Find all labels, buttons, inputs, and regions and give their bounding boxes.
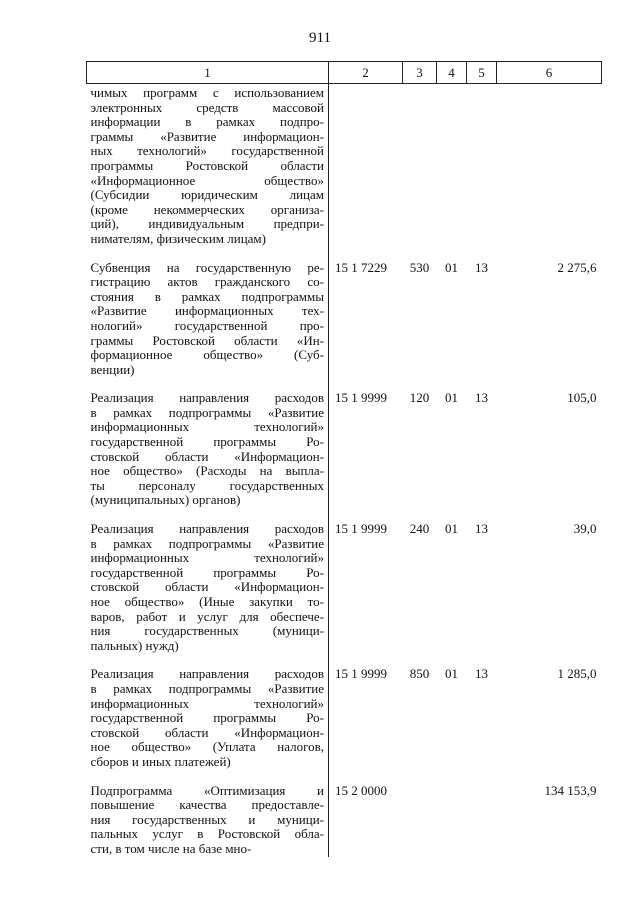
header-col-6: 6 (497, 62, 602, 84)
description-line: Подпрограмма «Оптимизация и (90, 782, 324, 798)
description-line: государственной программы Ро- (90, 710, 324, 726)
spacer-cell (403, 653, 437, 665)
spacer-cell (497, 377, 602, 389)
description-line: государственной программы Ро- (90, 564, 324, 580)
description-line: информационных технологий» (90, 550, 324, 566)
spacer-cell (437, 653, 467, 665)
spacer-cell (497, 247, 602, 259)
spacer-cell (467, 377, 497, 389)
description-line: формационное общество» (Суб- (90, 347, 324, 363)
row-expense-type: 240 (409, 521, 430, 537)
row-subsection (467, 782, 497, 857)
row-section: 01 (445, 521, 458, 537)
description-line: стовской области «Информацион- (90, 579, 324, 595)
description-line: программы Ростовской области (90, 157, 324, 173)
header-col-1: 1 (87, 62, 329, 84)
spacer-cell (329, 770, 403, 782)
description-line: Реализация направления расходов (90, 390, 324, 406)
description-line: чимых программ с использованием (90, 85, 324, 100)
header-col-5: 5 (467, 62, 497, 84)
spacer-cell (403, 377, 437, 389)
description-line: ты персоналу государственных (90, 477, 324, 493)
spacer-cell (497, 770, 602, 782)
description-line: стояния в рамках подпрограммы (90, 288, 324, 304)
spacer-cell (87, 377, 329, 389)
spacer-cell (437, 377, 467, 389)
description-line: сборов и иных платежей) (90, 753, 231, 769)
row-spacer (87, 247, 602, 259)
header-col-4: 4 (437, 62, 467, 84)
description-line: варов, работ и услуг для обеспече- (90, 608, 324, 624)
table-header-row (87, 62, 602, 84)
row-spacer (87, 377, 602, 389)
description-line: «Информационное общество» (90, 172, 324, 188)
table-row (87, 665, 602, 769)
row-subsection: 13 (475, 666, 488, 682)
spacer-cell (437, 770, 467, 782)
description-line: электронных средств массовой (90, 99, 324, 115)
row-expense-type (403, 782, 437, 857)
spacer-cell (403, 247, 437, 259)
row-amount: 134 153,9 (544, 782, 597, 798)
description-line: пальных услуг в Ростовской обла- (90, 826, 324, 842)
row-amount: 105,0 (567, 390, 597, 406)
row-expense-type: 850 (409, 666, 430, 682)
description-line: (муниципальных) органов) (90, 492, 241, 508)
spacer-cell (467, 247, 497, 259)
row-description (87, 665, 329, 769)
description-line: ния государственных и муници- (90, 811, 324, 827)
description-line: венции) (90, 361, 135, 377)
row-code: 15 2 0000 (335, 782, 387, 798)
spacer-cell (329, 508, 403, 520)
spacer-cell (497, 653, 602, 665)
description-line: стовской области «Информацион- (90, 724, 324, 740)
row-code (329, 84, 403, 247)
description-line: ное общество» (Иные закупки то- (90, 594, 324, 609)
row-code: 15 1 9999 (335, 390, 387, 406)
description-line: гистрацию актов гражданского со- (90, 274, 324, 290)
row-amount: 1 285,0 (557, 666, 597, 682)
spacer-cell (329, 653, 403, 665)
description-line: «Развитие информационных тех- (90, 303, 324, 319)
description-line: в рамках подпрограммы «Развитие (90, 535, 324, 551)
description-line: граммы «Развитие информацион- (90, 128, 324, 144)
page-number: 911 (309, 30, 331, 46)
description-line: нимателям, физическим лицам) (90, 230, 266, 246)
row-amount: 2 275,6 (557, 259, 597, 275)
row-section (437, 84, 467, 247)
spacer-cell (497, 508, 602, 520)
spacer-cell (437, 508, 467, 520)
description-line: ное общество» (Уплата налогов, (90, 739, 324, 755)
description-line: пальных) нужд) (90, 637, 179, 653)
spacer-cell (467, 653, 497, 665)
spacer-cell (403, 770, 437, 782)
row-spacer (87, 653, 602, 665)
row-subsection: 13 (475, 259, 488, 275)
spacer-cell (87, 247, 329, 259)
row-subsection (467, 84, 497, 247)
table-row (87, 84, 602, 247)
budget-table (86, 61, 602, 857)
description-line: информационных технологий» (90, 695, 324, 711)
description-line: Реализация направления расходов (90, 666, 324, 682)
row-code: 15 1 9999 (335, 521, 387, 537)
row-description (87, 389, 329, 508)
table-row (87, 520, 602, 653)
description-line: (Субсидии юридическим лицам (90, 187, 324, 203)
row-spacer (87, 770, 602, 782)
spacer-cell (403, 508, 437, 520)
row-code: 15 1 9999 (335, 666, 387, 682)
description-line: ных технологий» государственной (90, 143, 324, 159)
row-subsection: 13 (475, 390, 488, 406)
description-line: ния государственных (муници- (90, 623, 324, 639)
spacer-cell (87, 653, 329, 665)
spacer-cell (437, 247, 467, 259)
row-section: 01 (445, 390, 458, 406)
table-row (87, 389, 602, 508)
row-section: 01 (445, 666, 458, 682)
description-line: государственной программы Ро- (90, 434, 324, 450)
description-line: Субвенция на государственную ре- (90, 259, 324, 275)
description-line: информационных технологий» (90, 419, 324, 435)
description-line: в рамках подпрограммы «Развитие (90, 680, 324, 696)
description-line: (кроме некоммерческих организа- (90, 201, 324, 217)
description-line: граммы Ростовской области «Ин- (90, 332, 324, 348)
description-line: в рамках подпрограммы «Развитие (90, 404, 324, 420)
description-line: информации в рамках подпро- (90, 114, 324, 130)
description-line: стовской области «Информацион- (90, 448, 324, 464)
spacer-cell (467, 770, 497, 782)
row-spacer (87, 508, 602, 520)
description-line: повышение качества предоставле- (90, 797, 324, 813)
spacer-cell (87, 508, 329, 520)
spacer-cell (87, 770, 329, 782)
row-amount: 39,0 (573, 521, 597, 537)
header-col-3: 3 (403, 62, 437, 84)
row-amount (497, 84, 602, 247)
row-section (437, 782, 467, 857)
table-row (87, 259, 602, 378)
row-expense-type: 530 (409, 259, 430, 275)
row-description (87, 520, 329, 653)
spacer-cell (467, 508, 497, 520)
description-line: нологий» государственной про- (90, 317, 324, 333)
description-line: сти, в том числе на базе мно- (90, 840, 252, 856)
row-description (87, 259, 329, 378)
row-section: 01 (445, 259, 458, 275)
row-subsection: 13 (475, 521, 488, 537)
description-line: Реализация направления расходов (90, 521, 324, 537)
table-row (87, 782, 602, 857)
row-description (87, 84, 329, 247)
description-line: ций), индивидуальным предпри- (90, 216, 324, 232)
spacer-cell (329, 377, 403, 389)
description-line: ное общество» (Расходы на выпла- (90, 463, 324, 479)
header-col-2: 2 (329, 62, 403, 84)
spacer-cell (329, 247, 403, 259)
row-code: 15 1 7229 (335, 259, 387, 275)
row-expense-type (403, 84, 437, 247)
row-description (87, 782, 329, 857)
row-expense-type: 120 (409, 390, 430, 406)
